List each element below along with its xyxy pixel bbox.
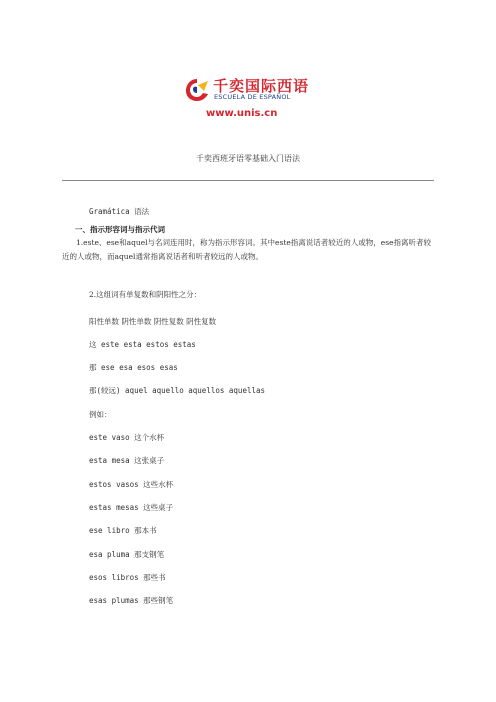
example-item: estas mesas 这些桌子 xyxy=(89,503,174,512)
table-row-aquel: 那(较远) aquel aquello aquellos aquellas xyxy=(89,386,266,395)
school-logo xyxy=(184,73,314,123)
table-row-ese: 那 ese esa esos esas xyxy=(89,363,178,372)
logo-chinese-name: 千奕国际西语 xyxy=(213,77,310,95)
table-header-row: 阳性单数 阴性单数 阴性复数 阴性复数 xyxy=(89,317,217,326)
point-2: 2.这组词有单复数和阴阳性之分： xyxy=(89,290,202,299)
example-item: ese libro 那本书 xyxy=(89,526,157,535)
example-label: 例如： xyxy=(89,410,112,419)
paragraph-intro: 1.este、ese和aquel与名词连用时，称为指示形容词。其中este指离说话者较近的人或物，ese指离听者较近的人或物，而aquel通常指离说话者和听者较远的人或物。 xyxy=(62,238,432,261)
document-title: 千奕西班牙语零基础入门语法 xyxy=(196,154,300,163)
example-item: este vaso 这个水杯 xyxy=(89,433,165,442)
logo-spanish-name: ESCUELA DE ESPAÑOL xyxy=(214,93,291,101)
title-divider xyxy=(62,180,434,181)
logo-mark-icon xyxy=(184,77,210,103)
table-row-este: 这 este esta estos estas xyxy=(89,340,196,349)
section-heading: 一、指示形容词与指示代词 xyxy=(75,225,165,234)
example-item: esa pluma 那支钢笔 xyxy=(89,550,165,559)
example-item: estos vasos 这些水杯 xyxy=(89,480,174,489)
example-item: esos libros 那些书 xyxy=(89,573,166,582)
section-label: Gramática 语法 xyxy=(89,207,150,216)
logo-url: www.unis.cn xyxy=(206,108,278,119)
example-item: esas plumas 那些钢笔 xyxy=(89,596,174,605)
example-item: esta mesa 这张桌子 xyxy=(89,456,165,465)
